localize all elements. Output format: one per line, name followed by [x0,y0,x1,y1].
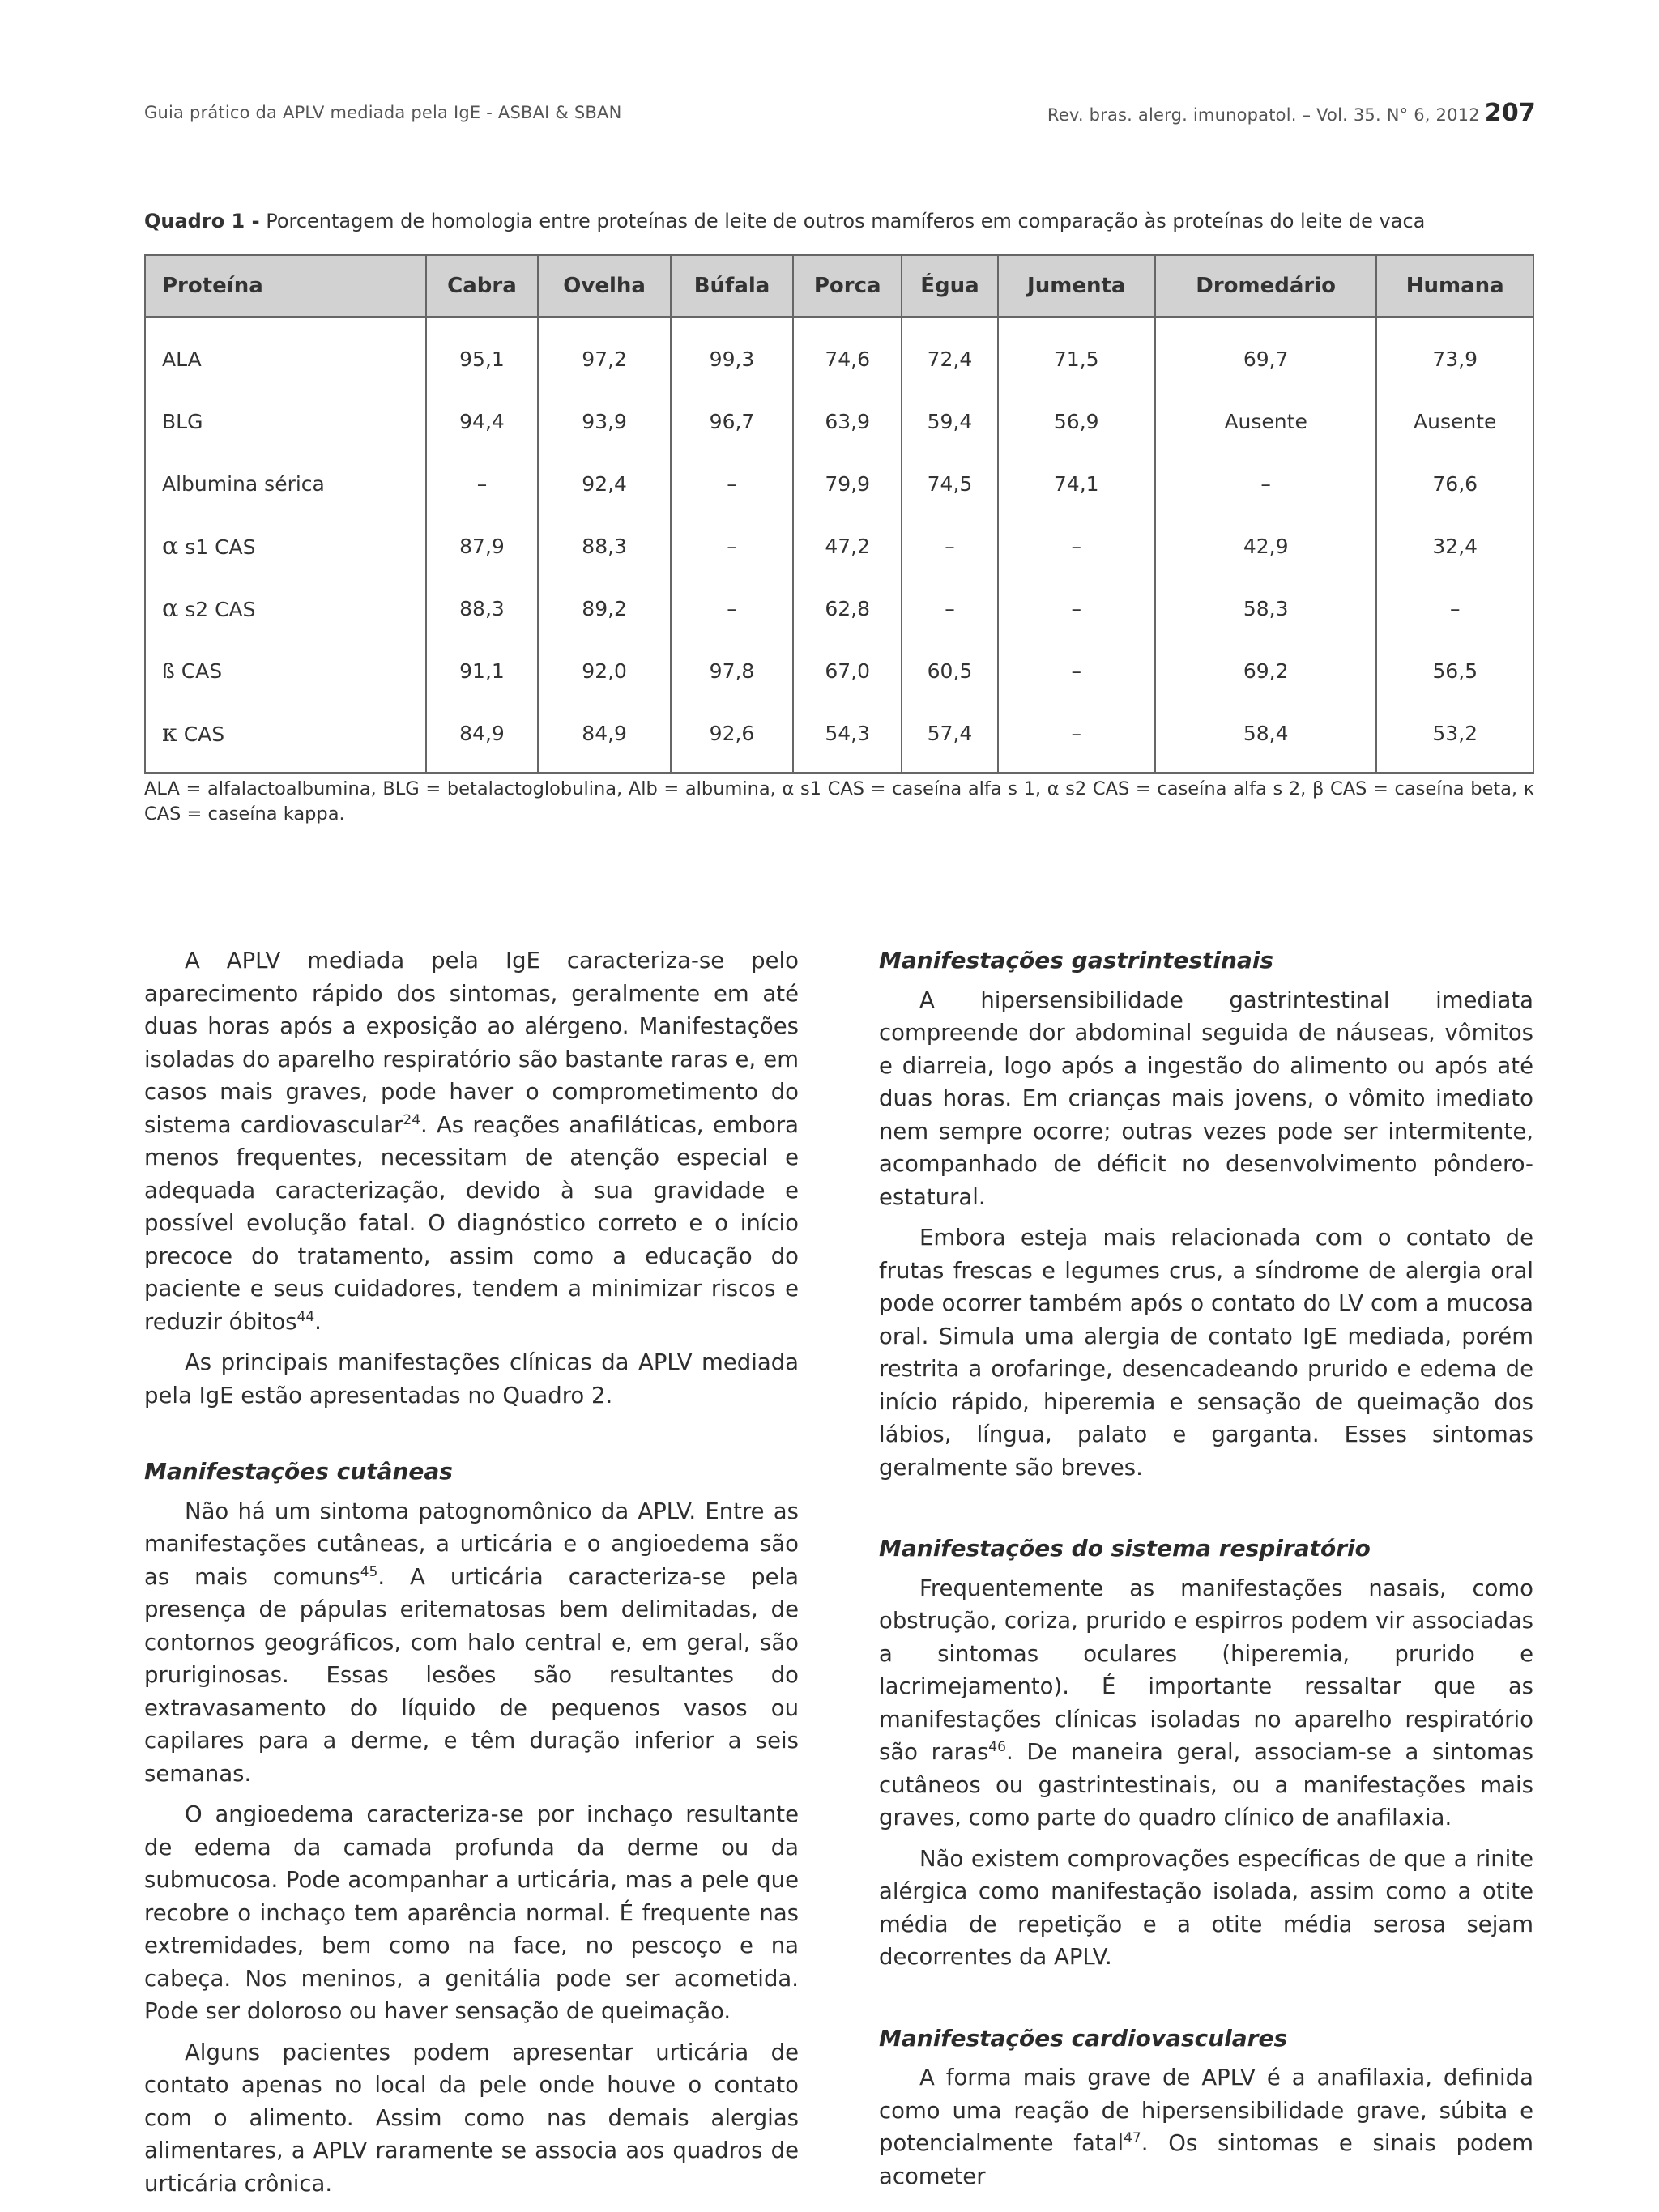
header-bufala: Búfala [671,255,793,317]
paragraph-text: A APLV mediada pela IgE caracteriza-se pelo aparecimento rápido dos sintomas, geralmente em até duas horas após a exposição ao alérgeno. Manifestações isoladas do aparelho respiratório são bastante raras e, em casos mais graves, pode haver o comprometimento do sistema cardiovascular [144,948,799,1138]
table-row [145,515,1533,578]
table-footnote: ALA = alfalactoalbumina, BLG = betalactoglobulina, Alb = albumina, α s1 CAS = caseína alfa s 1, α s2 CAS = caseína alfa s 2, β CAS = caseína beta, κ CAS = caseína kappa. [144,778,1534,825]
table-cell: 84,9 [426,702,539,773]
table-cell: 95,1 [426,317,539,390]
section-heading-cardiovasculares: Manifestações cardiovasculares [879,2024,1288,2052]
row-label [145,390,426,453]
table-cell: 47,2 [793,515,902,578]
running-header-right [1047,99,1536,127]
row-label-text: s2 CAS [178,598,256,621]
reference-47: 47 [1124,2129,1141,2146]
table-cell: 62,8 [793,578,902,640]
table-cell: 53,2 [1376,702,1533,773]
row-label-text: BLG [162,410,203,433]
table-cell: 32,4 [1376,515,1533,578]
table-cell: 88,3 [426,578,539,640]
table-cell: 88,3 [538,515,671,578]
table-cell: – [998,702,1155,773]
row-label [145,578,426,640]
table-cell: – [671,453,793,515]
page-number: 207 [1484,99,1536,127]
table-cell: 56,9 [998,390,1155,453]
header-humana: Humana [1376,255,1533,317]
row-label-text: Albumina sérica [162,472,325,496]
table-row [145,640,1533,702]
paragraph: O angioedema caracteriza-se por inchaço resultante de edema da camada profunda da derme ou da submucosa. Pode acompanhar a urticária, mas a pele que recobre o inchaço tem aparência normal. É frequente nas extremidades, bem como na face, no pescoço e na cabeça. Nos meninos, a genitália pode ser acometida. Pode ser doloroso ou haver sensação de queimação. [144,1801,799,2024]
table-cell: 97,8 [671,640,793,702]
section-heading-cutaneas: Manifestações cutâneas [144,1458,453,1485]
table-cell: – [998,515,1155,578]
table-row [145,453,1533,515]
table-cell: – [426,453,539,515]
row-label-text: ALA [162,347,202,371]
paragraph: As principais manifestações clínicas da APLV mediada pela IgE estão apresentadas no Quadro 2. [144,1349,799,1409]
row-label [145,515,426,578]
table-cell: 58,3 [1155,578,1377,640]
paragraph-text: A forma mais grave de APLV é a anafilaxia, definida como uma reação de hipersensibilidade grave, súbita e potencialmente fatal [879,2065,1533,2156]
table-cell: 74,1 [998,453,1155,515]
greek-symbol: α [162,595,179,623]
table-cell: 57,4 [902,702,997,773]
table-cell: Ausente [1376,390,1533,453]
paragraph [144,944,799,1338]
greek-symbol: κ [162,719,177,748]
homology-table [144,254,1534,774]
table-cell: 74,5 [902,453,997,515]
header-cabra: Cabra [426,255,539,317]
table-caption [144,210,1425,232]
table-cell: 94,4 [426,390,539,453]
paragraph [144,1495,799,1791]
reference-45: 45 [360,1563,378,1580]
section-heading-respiratorio: Manifestações do sistema respiratório [879,1535,1371,1562]
row-label-text: s1 CAS [178,535,256,559]
header-porca: Porca [793,255,902,317]
reference-24: 24 [403,1111,421,1128]
row-label [145,453,426,515]
left-column [144,944,799,2208]
table-cell: 96,7 [671,390,793,453]
table-cell: 42,9 [1155,515,1377,578]
table-cell: – [671,515,793,578]
row-label [145,317,426,390]
row-label-text: ß CAS [162,659,223,683]
table-cell: 63,9 [793,390,902,453]
paragraph-text: . [314,1308,322,1335]
paragraph: Não existem comprovações específicas de que a rinite alérgica como manifestação isolada, assim como a otite média de repetição e a otite média serosa sejam decorrentes da APLV. [879,1845,1533,1970]
table-cell: – [902,578,997,640]
paragraph: Alguns pacientes podem apresentar urticária de contato apenas no local da pele onde houve o contato com o alimento. Assim como nas demais alergias alimentares, a APLV raramente se associa aos quadros de urticária crônica. [144,2039,799,2197]
table-header-row [145,255,1533,317]
table-cell: 54,3 [793,702,902,773]
paragraph-text: . As reações anafiláticas, embora menos frequentes, necessitam de atenção especial e adequada caracterização, devido à sua gravidade e possível evolução fatal. O diagnóstico correto e o início precoce do tratamento, assim como a educação do paciente e seus cuidadores, tendem a minimizar riscos e reduzir óbitos [144,1111,799,1335]
table-cell: 92,0 [538,640,671,702]
table-cell: 74,6 [793,317,902,390]
caption-label: Quadro 1 - [144,210,260,232]
table-cell: 91,1 [426,640,539,702]
table-cell: 67,0 [793,640,902,702]
table-cell: 79,9 [793,453,902,515]
reference-44: 44 [296,1308,315,1325]
table-cell: 97,2 [538,317,671,390]
table-cell: – [671,578,793,640]
caption-text: Porcentagem de homologia entre proteínas de leite de outros mamíferos em comparação às proteínas do leite de vaca [266,210,1426,232]
table-cell: 69,7 [1155,317,1377,390]
paragraph [879,2061,1533,2193]
table-row [145,702,1533,773]
table-row [145,578,1533,640]
table-cell: 92,6 [671,702,793,773]
row-label [145,640,426,702]
table-row [145,390,1533,453]
header-ovelha: Ovelha [538,255,671,317]
journal-citation: Rev. bras. alerg. imunopatol. – Vol. 35. N° 6, 2012 [1047,105,1480,125]
running-header-left: Guia prático da APLV mediada pela IgE - ASBAI & SBAN [144,103,622,122]
table-cell: 89,2 [538,578,671,640]
table-cell: – [998,640,1155,702]
table-cell: 73,9 [1376,317,1533,390]
table-cell: 87,9 [426,515,539,578]
header-egua: Égua [902,255,997,317]
paragraph-text: . A urticária caracteriza-se pela presença de pápulas eritematosas bem delimitadas, de contornos geográficos, com halo central e, em geral, são pruriginosas. Essas lesões são resultantes do extravasamento do líquido de pequenos vasos ou capilares para a derme, e têm duração inferior a seis semanas. [144,1563,799,1787]
table-cell: 69,2 [1155,640,1377,702]
paragraph: Embora esteja mais relacionada com o contato de frutas frescas e legumes crus, a síndrome de alergia oral pode ocorrer também após o contato do LV com a mucosa oral. Simula uma alergia de contato IgE mediada, porém restrita a orofaringe, desencadeando prurido e edema de início rápido, hiperemia e sensação de queimação dos lábios, língua, palato e garganta. Esses sintomas geralmente são breves. [879,1225,1533,1481]
header-jumenta: Jumenta [998,255,1155,317]
table-cell: 76,6 [1376,453,1533,515]
table-cell: 72,4 [902,317,997,390]
reference-46: 46 [988,1738,1006,1755]
table-cell: 93,9 [538,390,671,453]
table-cell: – [1376,578,1533,640]
table-cell: 92,4 [538,453,671,515]
table-cell: – [998,578,1155,640]
paragraph-text: Não há um sintoma patognomônico da APLV. Entre as manifestações cutâneas, a urticária e o angioedema são as mais comuns [144,1498,799,1590]
table-cell: 99,3 [671,317,793,390]
table-cell: 71,5 [998,317,1155,390]
paragraph-text: . Os sintomas e sinais podem acometer [879,2130,1533,2189]
table-cell: 58,4 [1155,702,1377,773]
paragraph-text: Frequentemente as manifestações nasais, como obstrução, coriza, prurido e espirros podem vir associadas a sintomas oculares (hiperemia, prurido e lacrimejamento). É importante ressaltar que as manifestações clínicas isoladas no aparelho respiratório são raras [879,1575,1533,1765]
table-cell: 59,4 [902,390,997,453]
right-column [879,944,1533,2201]
table-cell: 60,5 [902,640,997,702]
header-proteina: Proteína [145,255,426,317]
paragraph: A hipersensibilidade gastrintestinal imediata compreende dor abdominal seguida de náuseas, vômitos e diarreia, logo após a ingestão do alimento ou após até duas horas. Em crianças mais jovens, o vômito imediato nem sempre ocorre; outras vezes pode ser intermitente, acompanhado de déficit no desenvolvimento pôndero-estatural. [879,987,1533,1210]
row-label [145,702,426,773]
table-row [145,317,1533,390]
table-cell: 84,9 [538,702,671,773]
table-cell: Ausente [1155,390,1377,453]
section-heading-gastrintestinais: Manifestações gastrintestinais [879,947,1274,974]
table-cell: – [902,515,997,578]
table-cell: 56,5 [1376,640,1533,702]
header-dromedario: Dromedário [1155,255,1377,317]
greek-symbol: α [162,532,179,560]
paragraph-text: . De maneira geral, associam-se a sintomas cutâneos ou gastrintestinais, ou a manifestações mais graves, como parte do quadro clínico de anafilaxia. [879,1739,1534,1831]
paragraph [879,1572,1533,1835]
table-cell: – [1155,453,1377,515]
row-label-text: CAS [177,722,225,746]
